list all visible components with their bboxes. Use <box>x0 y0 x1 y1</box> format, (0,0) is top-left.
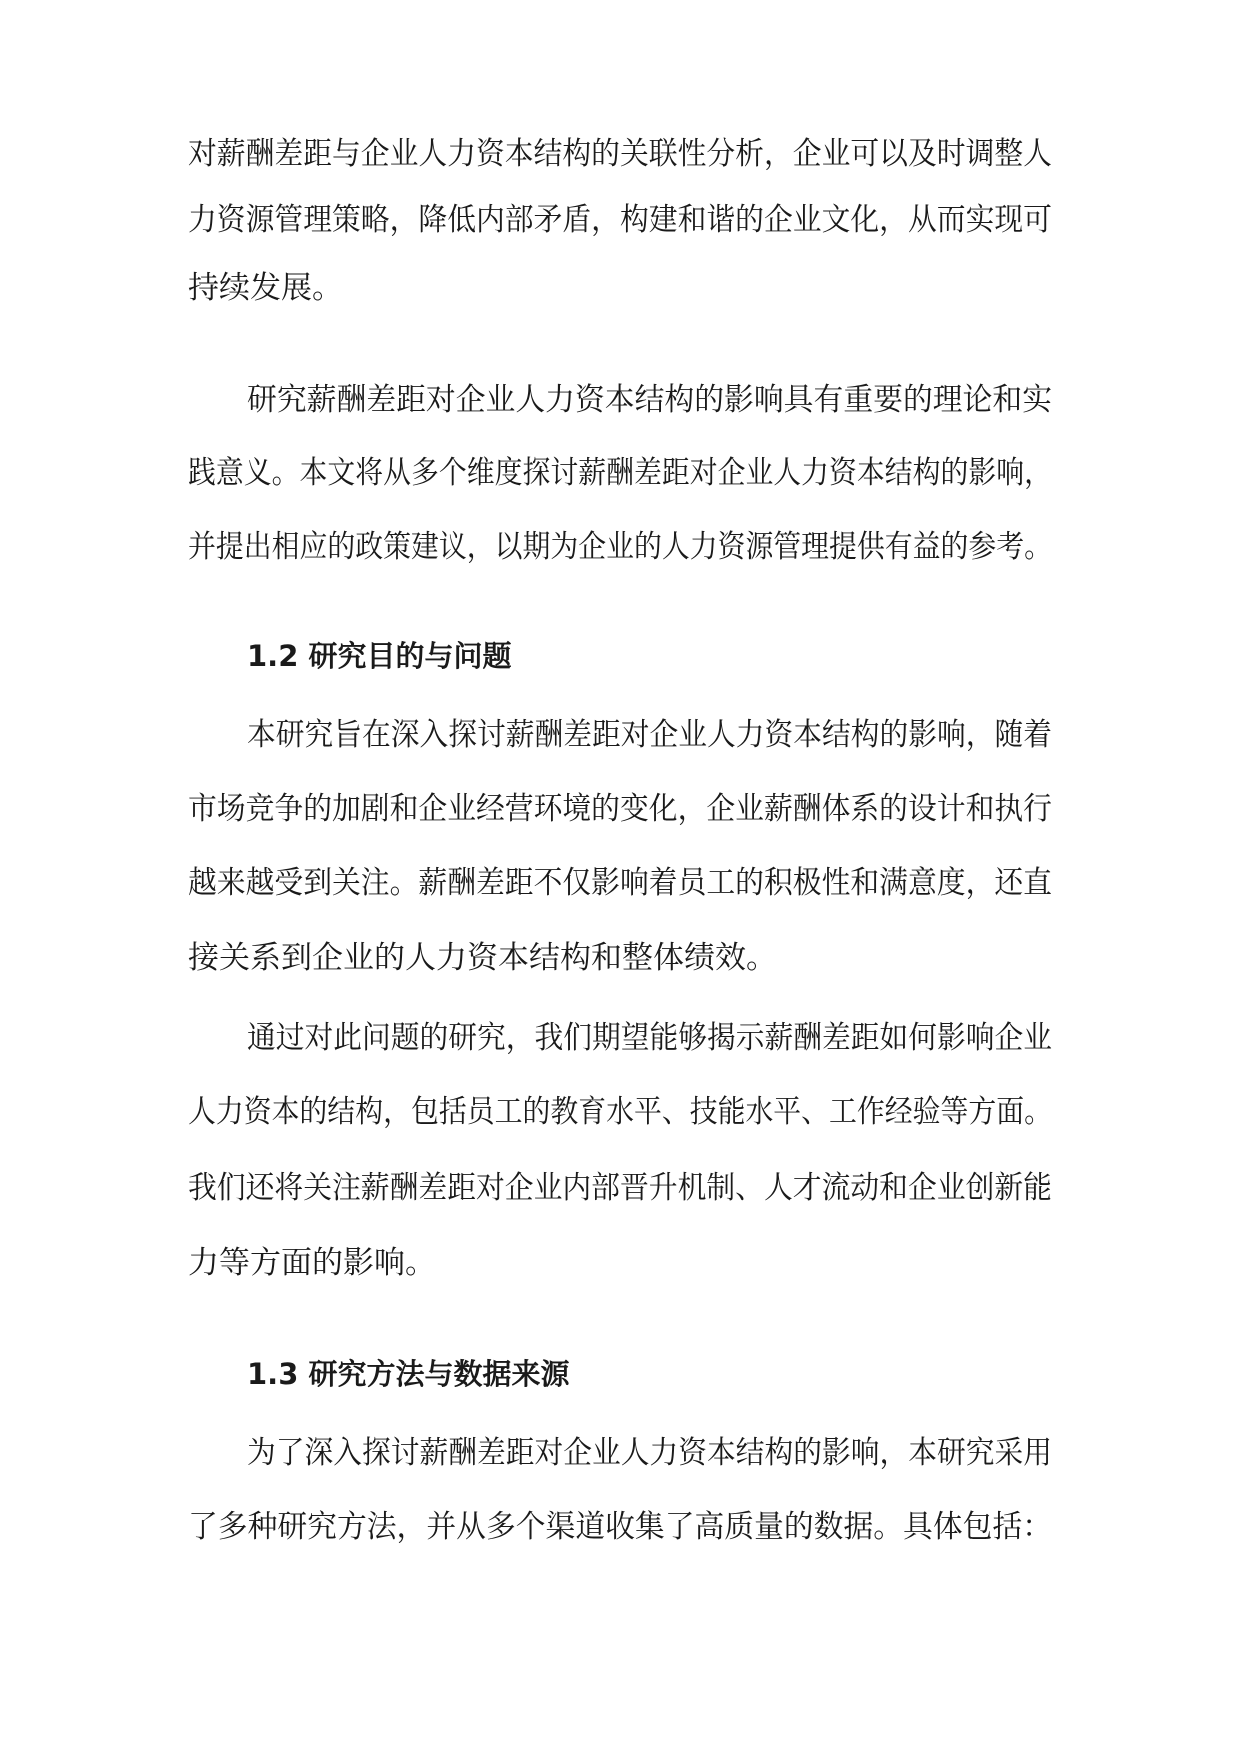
body-text-line: 本研究旨在深入探讨薪酬差距对企业人力资本结构的影响，随着 <box>247 717 1052 753</box>
body-text-line: 我们还将关注薪酬差距对企业内部晋升机制、人才流动和企业创新能 <box>188 1170 1052 1206</box>
body-text-line: 为了深入探讨薪酬差距对企业人力资本结构的影响，本研究采用 <box>247 1435 1052 1471</box>
body-text-line: 市场竞争的加剧和企业经营环境的变化，企业薪酬体系的设计和执行 <box>188 791 1052 827</box>
body-text-line: 通过对此问题的研究，我们期望能够揭示薪酬差距如何影响企业 <box>247 1020 1052 1056</box>
body-text-line: 越来越受到关注。薪酬差距不仅影响着员工的积极性和满意度，还直 <box>188 865 1052 901</box>
body-text-line: 研究薪酬差距对企业人力资本结构的影响具有重要的理论和实 <box>247 382 1053 418</box>
body-text-line: 对薪酬差距与企业人力资本结构的关联性分析，企业可以及时调整人 <box>188 136 1052 172</box>
body-text-line: 了多种研究方法，并从多个渠道收集了高质量的数据。具体包括： <box>188 1509 1053 1545</box>
body-text-line: 接关系到企业的人力资本结构和整体绩效。 <box>188 940 777 976</box>
body-text-line: 践意义。本文将从多个维度探讨薪酬差距对企业人力资本结构的影响， <box>188 455 1053 491</box>
section-heading-1-3: 1.3 研究方法与数据来源 <box>247 1357 570 1391</box>
body-text-line: 力等方面的影响。 <box>188 1245 436 1281</box>
body-text-line: 并提出相应的政策建议，以期为企业的人力资源管理提供有益的参考。 <box>188 529 1053 565</box>
section-heading-1-2: 1.2 研究目的与问题 <box>247 639 512 673</box>
body-text-line: 人力资本的结构，包括员工的教育水平、技能水平、工作经验等方面。 <box>188 1094 1053 1130</box>
body-text-line: 力资源管理策略，降低内部矛盾，构建和谐的企业文化，从而实现可 <box>188 202 1052 238</box>
body-text-line: 持续发展。 <box>188 270 343 306</box>
